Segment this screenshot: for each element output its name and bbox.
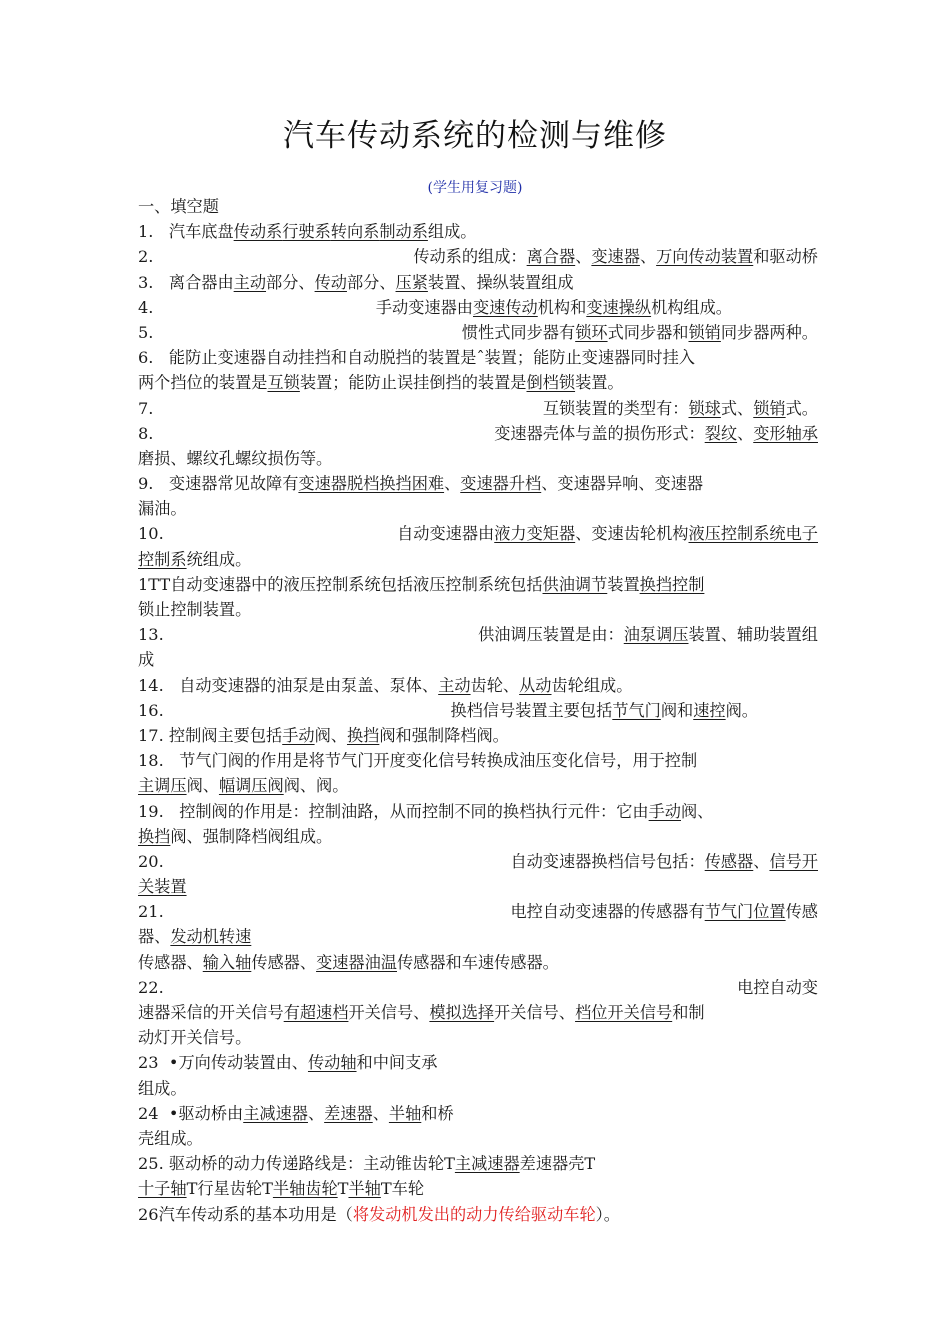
answer-blank: 变速操纵 bbox=[586, 297, 652, 317]
answer-blank: 液压控制系统电子 bbox=[688, 524, 818, 544]
answer-blank: 变形轴承 bbox=[753, 423, 818, 443]
answer-blank: 手动 bbox=[282, 725, 315, 745]
question-6 bbox=[138, 345, 818, 370]
question-text: 速器采信的开关信号 bbox=[138, 1003, 284, 1022]
question-text: 和驱动桥 bbox=[753, 247, 818, 267]
answer-blank: 有超速档 bbox=[283, 1003, 349, 1022]
question-text: 动灯开关信号。 bbox=[138, 1028, 252, 1048]
question-text: 能防止变速器自动挂挡和自动脱挡的装置是ˆ装置；能防止变速器同时挂入 bbox=[168, 348, 695, 368]
question-text: 离合器由 bbox=[168, 272, 234, 292]
answer-blank: 换挡 bbox=[138, 826, 171, 846]
question-25 bbox=[138, 1151, 818, 1176]
question-text: 阀和强制降档阀。 bbox=[379, 725, 509, 745]
question-number: 7. bbox=[138, 398, 154, 418]
question-text: 统组成。 bbox=[186, 549, 252, 569]
question-text: T行星齿轮T bbox=[186, 1179, 273, 1199]
question-text: 装置、操纵装置组成 bbox=[427, 272, 574, 292]
answer-blank: 从动 bbox=[519, 675, 552, 695]
question-number: 19. bbox=[138, 801, 164, 821]
question-body bbox=[450, 698, 758, 723]
question-number: 25. bbox=[138, 1154, 164, 1174]
question-text: 两个挡位的装置是 bbox=[138, 373, 268, 393]
question-2 bbox=[138, 244, 818, 269]
answer-blank: 变速传动 bbox=[473, 297, 538, 317]
question-body bbox=[397, 521, 818, 546]
question-number: 14. bbox=[138, 675, 164, 695]
answer-blank: 离合器 bbox=[526, 247, 576, 267]
question-18-cont bbox=[138, 773, 818, 798]
question-text: 汽车传动系的基本功用是（ bbox=[158, 1204, 353, 1224]
question-text: 开关信号、 bbox=[348, 1003, 430, 1022]
question-text: T bbox=[337, 1179, 349, 1199]
question-text: 自动变速器的油泵是由泵盖、泵体、 bbox=[179, 675, 439, 695]
question-text: 控制阀主要包括 bbox=[168, 725, 283, 745]
question-number: 4. bbox=[138, 297, 154, 317]
question-text: 传感器、 bbox=[251, 952, 317, 972]
question-3 bbox=[138, 270, 818, 295]
answer-blank: 液力变矩器 bbox=[494, 524, 576, 544]
question-text: 供油调压装置是由： bbox=[478, 625, 624, 645]
question-text: 、 bbox=[639, 247, 657, 267]
question-22-cont bbox=[138, 1000, 818, 1025]
answer-blank: 节气门位置 bbox=[704, 902, 786, 922]
question-9 bbox=[138, 471, 818, 496]
question-body bbox=[376, 295, 732, 320]
question-text: 、 bbox=[753, 851, 770, 871]
answer-blank: 半轴 bbox=[348, 1179, 381, 1199]
answer-blank: 供油调节 bbox=[542, 574, 608, 594]
question-text: 漏油。 bbox=[138, 499, 187, 519]
question-body bbox=[462, 320, 818, 345]
question-17 bbox=[138, 723, 818, 748]
question-text: 自动变速器换档信号包括： bbox=[510, 851, 705, 871]
question-text: 装置 bbox=[607, 574, 640, 594]
answer-blank: 传感器 bbox=[704, 851, 754, 871]
question-number: 18. bbox=[138, 751, 164, 771]
answer-blank: 差速器 bbox=[324, 1103, 373, 1123]
question-26 bbox=[138, 1202, 818, 1227]
question-text: 控制阀的作用是：控制油路，从而控制不同的换档执行元件：它由 bbox=[179, 801, 649, 821]
question-text: 手动变速器由 bbox=[375, 297, 473, 317]
question-19 bbox=[138, 799, 818, 824]
question-text: 换档信号装置主要包括 bbox=[450, 700, 613, 720]
question-text: 齿轮、 bbox=[470, 675, 520, 695]
answer-blank: 倒档锁 bbox=[526, 373, 576, 393]
answer-blank: 变速器升档 bbox=[460, 474, 542, 494]
question-text: 成 bbox=[138, 650, 155, 670]
question-22-cont2 bbox=[138, 1025, 818, 1050]
answer-blank: 手动 bbox=[648, 801, 681, 821]
question-11 bbox=[138, 572, 818, 597]
answer-blank: 输入轴 bbox=[202, 952, 252, 972]
question-body bbox=[494, 421, 818, 446]
answer-text-red: 将发动机发出的动力传给驱动车轮 bbox=[352, 1204, 596, 1224]
answer-blank: 速控 bbox=[693, 700, 726, 720]
answer-blank: 裂纹 bbox=[704, 423, 738, 443]
question-text: 、变速器异响、变速器 bbox=[541, 474, 704, 494]
answer-blank: 锁球 bbox=[688, 398, 721, 418]
question-number: 24 bbox=[138, 1103, 159, 1123]
answer-blank: 锁环 bbox=[575, 322, 608, 342]
question-body bbox=[413, 244, 818, 269]
question-number: 1. bbox=[138, 222, 154, 242]
question-text: 机构和 bbox=[537, 297, 587, 317]
question-text: 开关信号、 bbox=[494, 1003, 576, 1022]
question-23 bbox=[138, 1050, 818, 1075]
question-text: 差速器壳T bbox=[519, 1154, 596, 1174]
question-text: 自动变速器由 bbox=[397, 524, 495, 544]
question-text: 式同步器和 bbox=[607, 322, 689, 342]
question-text: 组成。 bbox=[427, 222, 477, 242]
question-text: 、 bbox=[372, 1103, 389, 1123]
answer-blank: 幅调压阀 bbox=[218, 776, 284, 796]
question-8 bbox=[138, 421, 818, 446]
question-24-cont bbox=[138, 1126, 818, 1151]
question-10 bbox=[138, 521, 818, 546]
question-21-cont2 bbox=[138, 950, 818, 975]
question-number: 9. bbox=[138, 474, 154, 494]
question-text: 传感器和车速传感器。 bbox=[397, 952, 559, 972]
question-text: 器、 bbox=[138, 927, 171, 947]
answer-blank: 发动机转速 bbox=[170, 927, 252, 947]
question-text: 传感器、 bbox=[138, 952, 203, 972]
answer-blank: 行驶系 bbox=[282, 222, 331, 242]
question-number: 26 bbox=[138, 1204, 159, 1224]
question-number: 13. bbox=[138, 625, 164, 645]
answer-blank: 变速器 bbox=[591, 247, 640, 267]
question-24 bbox=[138, 1101, 818, 1126]
question-5 bbox=[138, 320, 818, 345]
answer-blank: 主减速器 bbox=[243, 1103, 308, 1123]
question-text: 阀、 bbox=[186, 776, 219, 796]
answer-blank: 主动 bbox=[233, 272, 267, 292]
question-20 bbox=[138, 849, 818, 874]
answer-blank: 主减速器 bbox=[454, 1154, 520, 1174]
question-11-cont bbox=[138, 597, 818, 622]
question-body bbox=[510, 899, 818, 924]
question-text: 、 bbox=[575, 247, 592, 267]
question-text: 和桥 bbox=[421, 1103, 454, 1123]
question-number: 2. bbox=[138, 247, 154, 267]
question-text: 阀、 bbox=[314, 725, 347, 745]
question-22 bbox=[138, 975, 818, 1000]
answer-blank: 节气门 bbox=[612, 700, 661, 720]
question-text: 、 bbox=[444, 474, 461, 494]
question-text: 部分、 bbox=[346, 272, 396, 292]
question-text: 装置、辅助装置组 bbox=[688, 625, 818, 645]
question-14 bbox=[138, 673, 818, 698]
question-13 bbox=[138, 622, 818, 647]
answer-blank: 换挡 bbox=[346, 725, 380, 745]
answer-blank: 锁销 bbox=[688, 322, 721, 342]
question-text: 电控自动变 bbox=[737, 977, 818, 997]
question-number: 5. bbox=[138, 322, 154, 342]
answer-blank: 互锁 bbox=[267, 373, 300, 393]
question-number: 21. bbox=[138, 902, 164, 922]
question-number: 20. bbox=[138, 851, 164, 871]
question-13-cont bbox=[138, 647, 818, 672]
question-text: 式。 bbox=[785, 398, 818, 418]
answer-blank: 传动轴 bbox=[307, 1053, 357, 1073]
question-1 bbox=[138, 219, 818, 244]
answer-blank: 传动 bbox=[314, 272, 347, 292]
question-text: 阀和 bbox=[660, 700, 694, 720]
question-number: 6. bbox=[138, 348, 154, 368]
question-18 bbox=[138, 748, 818, 773]
answer-blank: 锁销 bbox=[753, 398, 786, 418]
question-text: 装置。 bbox=[575, 373, 624, 393]
question-text: 驱动桥的动力传递路线是：主动锥齿轮T bbox=[168, 1154, 455, 1174]
question-text: 磨损、螺纹孔螺纹损伤等。 bbox=[138, 448, 333, 468]
question-text: 壳组成。 bbox=[138, 1128, 203, 1148]
question-text: 汽车底盘 bbox=[168, 222, 234, 242]
question-text: 组成。 bbox=[138, 1078, 187, 1098]
question-23-cont bbox=[138, 1076, 818, 1101]
question-number: 22. bbox=[138, 977, 164, 997]
question-text: 装置；能防止误挂倒挡的装置是 bbox=[299, 373, 527, 393]
question-text: 节气门阀的作用是将节气门开度变化信号转换成油压变化信号，用于控制 bbox=[179, 751, 698, 771]
question-text: 同步器两种。 bbox=[720, 322, 818, 342]
section-heading: 一、填空题 bbox=[138, 197, 219, 216]
question-4 bbox=[138, 295, 818, 320]
question-7 bbox=[138, 396, 818, 421]
answer-blank: 主动 bbox=[438, 675, 471, 695]
answer-blank: 控制系 bbox=[138, 549, 187, 569]
question-text: 惯性式同步器有 bbox=[461, 322, 576, 342]
answer-blank: 变速器脱档换挡困难 bbox=[298, 474, 445, 494]
question-text: ）。 bbox=[595, 1204, 620, 1224]
answer-blank: 万向传动装置 bbox=[656, 247, 754, 267]
answer-blank: 信号开 bbox=[769, 851, 818, 871]
question-number: 10. bbox=[138, 524, 164, 544]
question-text: 电控自动变速器的传感器有 bbox=[510, 902, 705, 922]
question-number: 8. bbox=[138, 423, 154, 443]
question-text: 和制 bbox=[672, 1003, 705, 1022]
answer-blank: 传动系 bbox=[233, 222, 283, 242]
question-text: 变速器常见故障有 bbox=[168, 474, 299, 494]
answer-blank: 半轴 bbox=[388, 1103, 422, 1123]
answer-blank: 压紧 bbox=[395, 272, 428, 292]
question-9-cont bbox=[138, 496, 818, 521]
question-text: 、 bbox=[307, 1103, 325, 1123]
question-text: 阀、阀。 bbox=[283, 776, 349, 796]
question-10-cont bbox=[138, 547, 818, 572]
question-number: 17. bbox=[138, 725, 164, 745]
answer-blank: 关装置 bbox=[138, 877, 187, 897]
question-text: 传感 bbox=[785, 902, 818, 922]
answer-blank: 油泵调压 bbox=[623, 625, 689, 645]
question-8-cont bbox=[138, 446, 818, 471]
answer-blank: 转向系 bbox=[330, 222, 380, 242]
answer-blank: 主调压 bbox=[138, 776, 187, 796]
question-text: 阀、 bbox=[681, 801, 714, 821]
question-text: 传动系的组成： bbox=[413, 247, 527, 267]
question-25-cont bbox=[138, 1176, 818, 1201]
question-text: 机构组成。 bbox=[651, 297, 732, 317]
question-text: •万向传动装置由、 bbox=[168, 1053, 308, 1073]
question-text: 部分、 bbox=[266, 272, 315, 292]
question-list bbox=[138, 194, 818, 1227]
question-text: 变速器壳体与盖的损伤形式： bbox=[494, 423, 705, 443]
question-text: •驱动桥由 bbox=[168, 1103, 244, 1123]
question-number: 16. bbox=[138, 700, 164, 720]
question-number: 23 bbox=[138, 1053, 159, 1073]
answer-blank: 半轴齿轮 bbox=[272, 1179, 338, 1199]
answer-blank: 换挡控制 bbox=[639, 574, 705, 594]
question-19-cont bbox=[138, 824, 818, 849]
question-number: 3. bbox=[138, 272, 154, 292]
question-text: 互锁装置的类型有： bbox=[542, 398, 689, 418]
answer-blank: 档位开关信号 bbox=[575, 1003, 673, 1022]
question-body bbox=[543, 396, 818, 421]
question-text: 阀。 bbox=[725, 700, 758, 720]
question-text: 、 bbox=[737, 423, 754, 443]
answer-blank: 十子轴 bbox=[138, 1179, 187, 1199]
page-title: 汽车传动系统的检测与维修 bbox=[283, 118, 667, 154]
answer-blank: 制动系 bbox=[379, 222, 428, 242]
question-body bbox=[478, 622, 818, 647]
question-20-cont bbox=[138, 874, 818, 899]
page-subtitle: (学生用复习题) bbox=[427, 180, 523, 196]
question-text: 和中间支承 bbox=[356, 1053, 438, 1073]
question-21-cont bbox=[138, 924, 818, 949]
question-6-cont bbox=[138, 370, 818, 395]
question-16 bbox=[138, 698, 818, 723]
question-text: 1TT自动变速器中的液压控制系统包括液压控制系统包括 bbox=[138, 574, 543, 594]
question-text: 、变速齿轮机构 bbox=[575, 524, 689, 544]
answer-blank: 变速器油温 bbox=[316, 952, 397, 972]
answer-blank: 模拟选择 bbox=[429, 1003, 495, 1022]
question-text: 齿轮组成。 bbox=[551, 675, 633, 695]
question-text: 锁止控制装置。 bbox=[138, 600, 252, 619]
question-21 bbox=[138, 899, 818, 924]
question-text: 阀、强制降档阀组成。 bbox=[170, 826, 333, 846]
question-body bbox=[510, 849, 818, 874]
question-text: T车轮 bbox=[380, 1179, 425, 1199]
question-text: 式、 bbox=[720, 398, 754, 418]
